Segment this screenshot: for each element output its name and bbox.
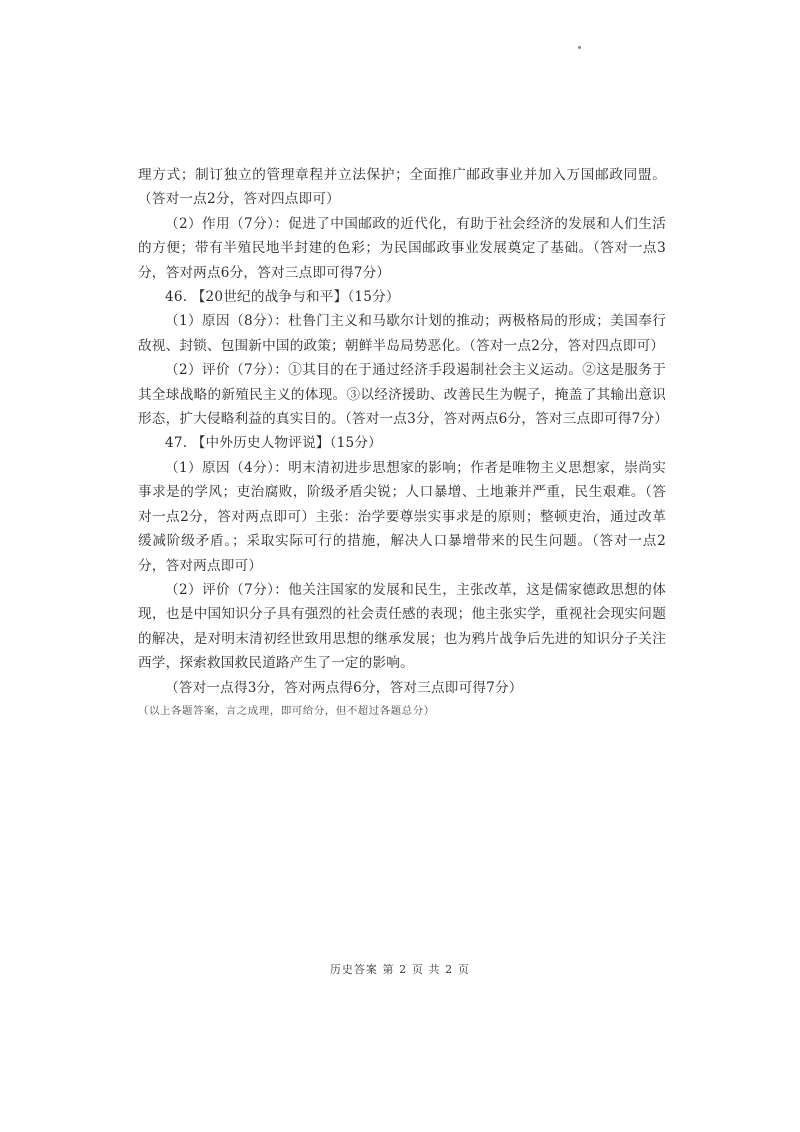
grading-note: （以上各题答案，言之成理，即可给分，但不超过各题总分） [138,704,435,717]
paragraph-47-evaluation: （2）评价（7分）：他关注国家的发展和民生，主张改革，这是儒家德政思想的体现，也是中国知识分子具有强烈的社会责任感的表现；他主张实学，重视社会现实问题的解决，是对明末清初经世致用思想的继承发展；也为鸦片战争后先进的知识分子关注西学，探索救国救民道路产生了一定的影响。 [138,581,666,672]
scan-speck [578,46,581,49]
answer-content [138,163,669,720]
paragraph-continuation: 理方式；制订独立的管理章程并立法保护；全面推广邮政事业并加入万国邮政同盟。（答对一点2分，答对四点即可） [138,167,666,208]
paragraph-45-effect: （2）作用（7分）：促进了中国邮政的近代化，有助于社会经济的发展和人们生活的方便；带有半殖民地半封建的色彩；为民国邮政事业发展奠定了基础。（答对一点3分，答对两点6分，答对三点即可得7分） [138,215,666,281]
page-footer: 历史答案 第 2 页 共 2 页 [330,963,470,976]
paragraph-46-evaluation: （2）评价（7分）：①其目的在于通过经济手段遏制社会主义运动。②这是服务于其全球战略的新殖民主义的体现。③以经济援助、改善民生为幌子，掩盖了其输出意识形态，扩大侵略利益的真实目的。（答对一点3分，答对两点6分，答对三点即可得7分） [138,362,669,428]
question-46-heading: 46. 【20世纪的战争与和平】（15分） [165,289,400,306]
paragraph-47-reason: （1）原因（4分）：明末清初进步思想家的影响；作者是唯物主义思想家，崇尚实事求是的学风；吏治腐败，阶级矛盾尖锐；人口暴增、土地兼并严重，民生艰难。（答对一点2分，答对两点即可）主张：治学要尊崇实事求是的原则；整顿吏治，通过改革缓减阶级矛盾。；采取实际可行的措施，解决人口暴增带来的民生问题。（答对一点2分，答对两点即可） [138,459,666,574]
paragraph-46-reason: （1）原因（8分）：杜鲁门主义和马歇尔计划的推动；两极格局的形成；美国奉行敌视、封锁、包围新中国的政策；朝鲜半岛局势恶化。（答对一点2分，答对四点即可） [138,313,666,354]
paragraph-47-scoring: （答对一点得3分，答对两点得6分，答对三点即可得7分） [165,679,523,696]
question-47-heading: 47. 【中外历史人物评说】（15分） [165,435,382,452]
